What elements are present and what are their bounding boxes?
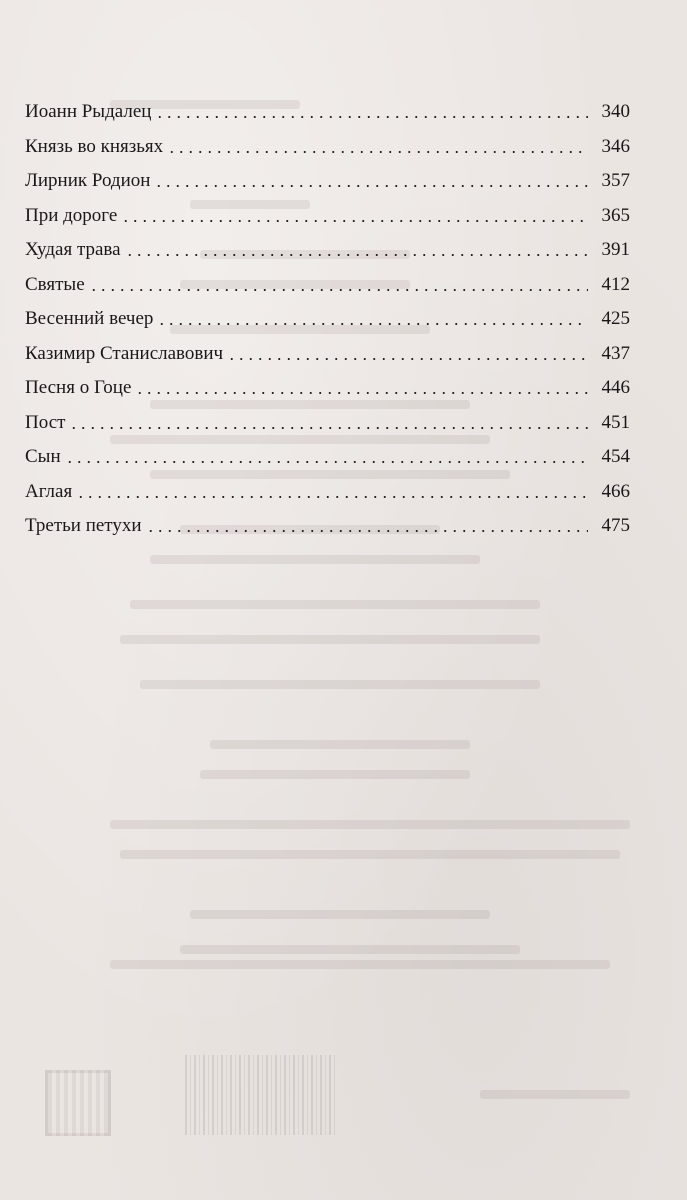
toc-entry[interactable] [25,95,630,130]
toc-entry[interactable] [25,130,630,165]
dot-leader [135,392,588,394]
toc-entry-title: Аглая [25,480,73,502]
dot-leader [76,496,588,498]
toc-entry-page: 425 [601,308,630,329]
toc-entry[interactable] [25,268,630,303]
dot-leader [65,461,588,463]
toc-entry-page: 412 [601,273,630,295]
toc-entry[interactable] [25,406,630,441]
dot-leader [69,427,588,429]
toc-entry[interactable] [25,164,630,199]
dot-leader [121,220,588,222]
toc-entry-title: Лирник Родион [25,170,151,191]
toc-entry-title: Песня о Гоце [25,377,132,398]
toc-entry[interactable] [25,302,630,337]
toc-entry-title: Весенний вечер [25,308,154,329]
toc-entry[interactable] [25,233,630,268]
toc-entry-title: Князь во князьях [25,135,164,157]
toc-entry-title: При дороге [25,204,118,226]
toc-entry-page: 365 [601,204,630,226]
toc-entry-page: 391 [601,239,630,260]
toc-entry-page: 466 [601,480,630,502]
toc-entry-title: Сын [25,446,61,467]
toc-entry-page: 446 [601,377,630,398]
toc-entry[interactable] [25,199,630,234]
toc-entry-page: 340 [601,101,630,122]
toc-entry[interactable] [25,440,630,475]
toc-entry-page: 454 [601,446,630,467]
dot-leader [125,254,588,256]
table-of-contents [25,95,630,544]
toc-entry[interactable] [25,475,630,510]
toc-entry-title: Худая трава [25,239,121,260]
toc-entry-page: 346 [601,135,630,157]
dot-leader [157,323,588,325]
toc-entry-title: Святые [25,273,85,295]
toc-entry[interactable] [25,337,630,372]
dot-leader [154,185,588,187]
toc-entry[interactable] [25,371,630,406]
toc-entry-page: 437 [601,342,630,364]
toc-entry-title: Пост [25,411,66,433]
dot-leader [167,151,588,153]
toc-entry-title: Иоанн Рыдалец [25,101,152,122]
dot-leader [89,289,588,291]
dot-leader [227,358,588,360]
toc-entry[interactable] [25,509,630,544]
toc-entry-page: 475 [601,515,630,536]
dot-leader [146,530,588,532]
toc-entry-title: Третьи петухи [25,515,142,536]
toc-entry-page: 357 [601,170,630,191]
toc-entry-title: Казимир Станиславович [25,342,224,364]
dot-leader [155,116,588,118]
toc-entry-page: 451 [601,411,630,433]
